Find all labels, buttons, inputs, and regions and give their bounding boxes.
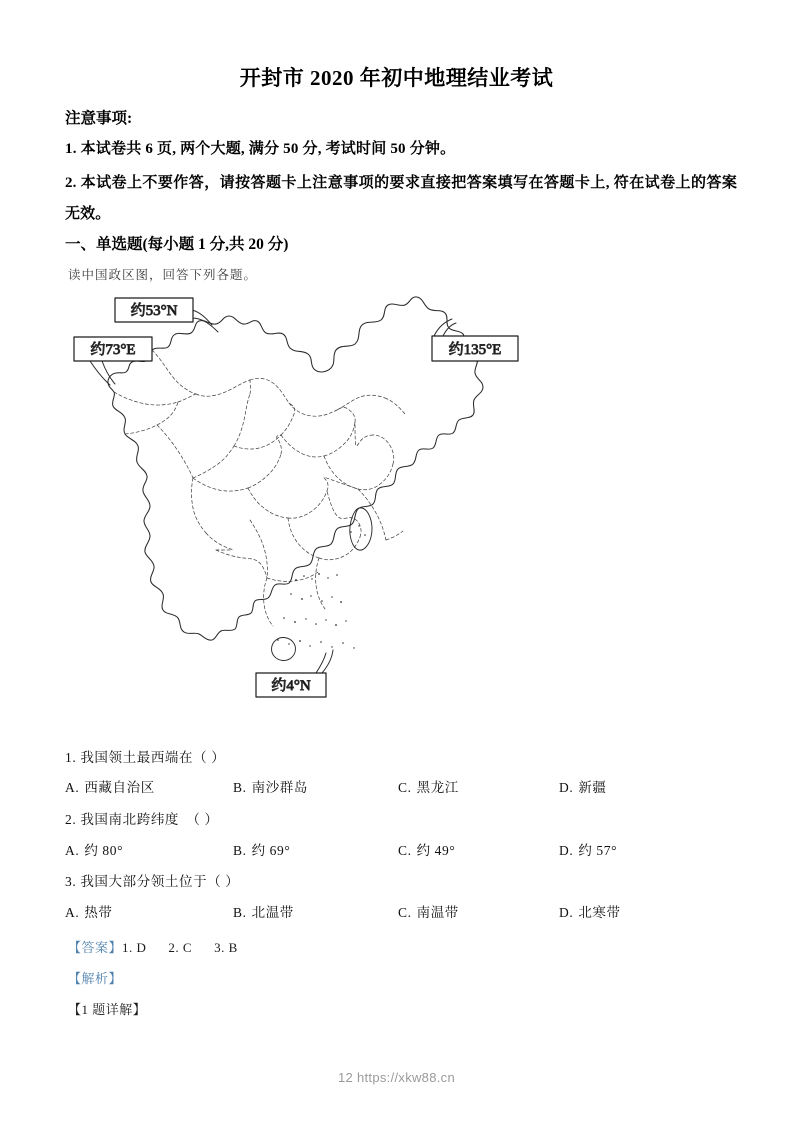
option-text: 北温带 bbox=[251, 905, 294, 920]
callout-south-label: 约4°N bbox=[271, 678, 311, 694]
section-heading: 一、单选题(每小题 1 分,共 20 分) bbox=[65, 236, 289, 253]
callout-east-label: 约135°E bbox=[448, 342, 502, 358]
question-2-option-d[interactable] bbox=[559, 839, 617, 859]
callout-south bbox=[256, 650, 333, 697]
question-1-number: 1. bbox=[65, 750, 77, 765]
question-2-text: 我国南北跨纬度 （ ） bbox=[80, 812, 219, 827]
option-key: A. bbox=[65, 780, 80, 795]
notice-heading: 注意事项: bbox=[65, 110, 133, 127]
option-text: 南温带 bbox=[416, 905, 459, 920]
option-text: 约 80° bbox=[84, 843, 124, 858]
province-boundaries bbox=[114, 350, 405, 626]
question-3-options bbox=[65, 901, 737, 921]
callout-east-tail-2 bbox=[443, 323, 456, 336]
answer-item-3: 3. B bbox=[214, 940, 238, 955]
option-key: B. bbox=[233, 843, 247, 858]
answer-tag: 【答案】 bbox=[68, 940, 123, 955]
question-1-text: 我国领土最西端在（ ） bbox=[80, 750, 226, 765]
option-key: B. bbox=[233, 780, 247, 795]
hainan-island bbox=[272, 638, 296, 661]
stem-intro: 读中国政区图，回答下列各题。 bbox=[68, 268, 258, 282]
national-boundary bbox=[108, 297, 483, 640]
question-1-options bbox=[65, 776, 737, 796]
option-text: 西藏自治区 bbox=[84, 780, 155, 795]
question-3-text: 我国大部分领土位于（ ） bbox=[80, 874, 240, 889]
china-map-figure bbox=[60, 288, 520, 718]
china-map-svg bbox=[60, 288, 520, 718]
question-2 bbox=[65, 808, 219, 828]
question-3-option-a[interactable] bbox=[65, 901, 113, 921]
option-text: 约 57° bbox=[578, 843, 618, 858]
option-key: A. bbox=[65, 843, 80, 858]
analysis-tag: 【解析】 bbox=[68, 971, 123, 986]
option-text: 北寒带 bbox=[578, 905, 621, 920]
question-3-option-b[interactable] bbox=[233, 901, 294, 921]
option-key: C. bbox=[398, 843, 412, 858]
option-key: B. bbox=[233, 905, 247, 920]
question-2-number: 2. bbox=[65, 812, 77, 827]
question-1-option-d[interactable] bbox=[559, 776, 607, 796]
notice-item-1: 1. 本试卷共 6 页, 两个大题, 满分 50 分, 考试时间 50 分钟。 bbox=[65, 141, 456, 157]
option-key: C. bbox=[398, 905, 412, 920]
option-text: 热带 bbox=[84, 905, 113, 920]
answer-item-2: 2. C bbox=[168, 940, 193, 955]
option-key: D. bbox=[559, 905, 574, 920]
answer-line bbox=[68, 937, 238, 956]
answer-item-1: 1. D bbox=[122, 940, 147, 955]
option-key: D. bbox=[559, 780, 574, 795]
question-1 bbox=[65, 746, 225, 766]
question-3-option-d[interactable] bbox=[559, 901, 621, 921]
callout-north-label: 约53°N bbox=[130, 303, 178, 319]
question-3-option-c[interactable] bbox=[398, 901, 459, 921]
option-text: 南沙群岛 bbox=[251, 780, 308, 795]
callout-south-tail bbox=[322, 650, 333, 673]
callout-north bbox=[115, 298, 218, 332]
question-3-number: 3. bbox=[65, 874, 77, 889]
option-key: A. bbox=[65, 905, 80, 920]
option-text: 新疆 bbox=[578, 780, 607, 795]
analysis-line bbox=[68, 968, 122, 987]
callout-west-label: 约73°E bbox=[90, 342, 136, 358]
question-2-option-a[interactable] bbox=[65, 839, 123, 859]
question-3 bbox=[65, 870, 239, 890]
option-key: D. bbox=[559, 843, 574, 858]
question-1-option-a[interactable] bbox=[65, 776, 155, 796]
question-1-detail-tag: 【1 题详解】 bbox=[68, 1002, 147, 1017]
option-key: C. bbox=[398, 780, 412, 795]
option-text: 约 49° bbox=[416, 843, 456, 858]
footer-watermark: 12 https://xkw88.cn bbox=[338, 1070, 455, 1085]
callout-east bbox=[432, 319, 518, 361]
question-2-option-c[interactable] bbox=[398, 839, 455, 859]
notice-item-2: 2. 本试卷上不要作答，请按答题卡上注意事项的要求直接把答案填写在答题卡上, 符在试卷上的答案无效。 bbox=[65, 175, 737, 222]
question-1-option-b[interactable] bbox=[233, 776, 308, 796]
option-text: 黑龙江 bbox=[416, 780, 459, 795]
question-2-options bbox=[65, 839, 737, 859]
question-2-option-b[interactable] bbox=[233, 839, 290, 859]
question-1-option-c[interactable] bbox=[398, 776, 459, 796]
callout-west bbox=[74, 337, 152, 385]
option-text: 约 69° bbox=[251, 843, 291, 858]
page-title: 开封市 2020 年初中地理结业考试 bbox=[239, 66, 554, 90]
